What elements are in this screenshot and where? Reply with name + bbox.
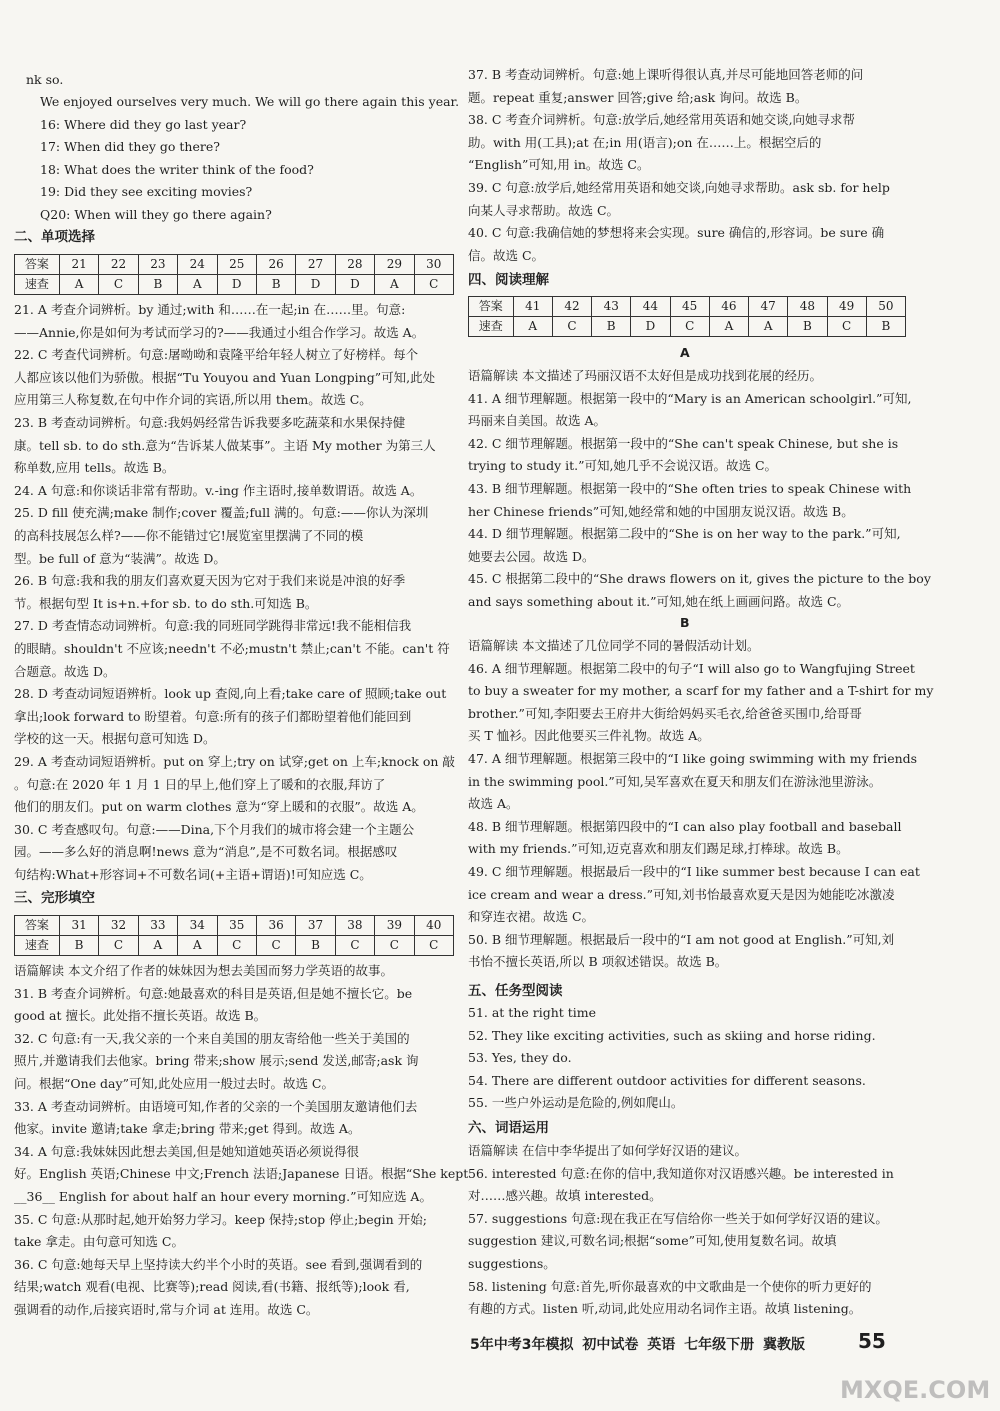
table-cell: 28 <box>335 255 374 275</box>
table-cell: 42 <box>552 297 591 317</box>
explanation-line: “English”可知,用 in。故选 C。 <box>468 157 650 173</box>
text-line: 19: Did they see exciting movies? <box>40 184 253 200</box>
table-cell: A <box>513 317 552 337</box>
table-cell: B <box>256 275 295 295</box>
explanation-line: 的眼睛。shouldn't 不应该;needn't 不必;mustn't 禁止;can't 不能。can't 符 <box>14 641 450 656</box>
explanation-line: __36__ English for about half an hour every morning.”可知应选 A。 <box>14 1189 432 1204</box>
explanation-line: suggestion 建议,可数名词;根据“some”可知,使用复数名词。故填 <box>468 1233 837 1249</box>
answer-table <box>14 254 454 295</box>
table-cell: 26 <box>256 255 295 275</box>
section-heading: 四、阅读理解 <box>468 272 549 288</box>
explanation-line: in the swimming pool.”可知,吴军喜欢在夏天和朋友们在游泳池里游泳。 <box>468 773 882 789</box>
table-cell: 43 <box>592 297 631 317</box>
text-line: nk so. <box>26 72 64 87</box>
explanation-line: 康。tell sb. to do sth.意为“告诉某人做某事”。主语 My mother 为第三人 <box>14 437 436 453</box>
explanation-line: 34. A 句意:我妹妹因此想去美国,但是她知道她英语必须说得很 <box>14 1143 360 1159</box>
table-cell: A <box>178 936 217 956</box>
explanation-line: 玛丽来自美国。故选 A。 <box>468 413 607 429</box>
table-cell: 23 <box>138 255 177 275</box>
text-line: 18: What does the writer think of the food? <box>40 161 314 177</box>
explanation-line: good at 擅长。此处指不擅长英语。故选 B。 <box>14 1008 267 1024</box>
answer-line: 53. Yes, they do. <box>468 1050 572 1066</box>
part-label: B <box>680 615 690 630</box>
table-cell: C <box>99 275 138 295</box>
explanation-line: 30. C 考查感叹句。句意:——Dina,下个月我们的城市将会建一个主题公 <box>14 821 415 837</box>
table-row <box>15 936 454 956</box>
table-header-cell: 答案 <box>15 255 60 275</box>
table-cell: 37 <box>296 916 335 936</box>
explanation-line: 43. B 细节理解题。根据第一段中的“She often tries to speak Chinese with <box>468 481 912 496</box>
table-cell: 27 <box>296 255 335 275</box>
explanation-line: 问。根据“One day”可知,此处应用一般过去时。故选 C。 <box>14 1076 334 1091</box>
section-heading: 三、完形填空 <box>14 890 95 906</box>
table-cell: 46 <box>709 297 748 317</box>
table-cell: B <box>866 317 905 337</box>
explanation-line: 助。with 用(工具);at 在;in 用(语言);on 在……上。根据空后的 <box>468 134 822 150</box>
table-header-cell: 速查 <box>469 317 514 337</box>
text-line: We enjoyed ourselves very much. We will go there again this year. <box>40 94 460 109</box>
table-cell: C <box>414 275 453 295</box>
table-header-cell: 速查 <box>15 275 60 295</box>
table-cell: 32 <box>99 916 138 936</box>
explanation-line: 和穿连衣裙。故选 C。 <box>468 909 595 925</box>
explanation-line: 句结构:What+形容词+不可数名词(+主语+谓语)!可知应选 C。 <box>14 867 372 882</box>
explanation-line: 强调看的动作,后接宾语时,常与介词 at 连用。故选 C。 <box>14 1302 319 1317</box>
table-cell: 30 <box>414 255 453 275</box>
table-cell: 25 <box>217 255 256 275</box>
answer-line: 54. There are different outdoor activities for different seasons. <box>468 1072 866 1088</box>
table-cell: 22 <box>99 255 138 275</box>
explanation-line: 49. C 细节理解题。根据最后一段中的“I like summer best because I can eat <box>468 864 920 879</box>
explanation-line: 32. C 句意:有一天,我父亲的一个来自美国的朋友寄给他一些关于美国的 <box>14 1030 410 1046</box>
text-line: 16: Where did they go last year? <box>40 116 247 132</box>
table-cell: B <box>296 936 335 956</box>
table-cell: C <box>552 317 591 337</box>
explanation-line: 21. A 考查介词辨析。by 通过;with 和……在一起;in 在……里。句意: <box>14 302 406 317</box>
table-cell: C <box>256 936 295 956</box>
explanation-line: 园。——多么好的消息啊!news 意为“消息”,是不可数名词。根据感叹 <box>14 844 398 860</box>
page-footer: 5年中考3年模拟 初中试卷 英语 七年级下册 冀教版 <box>470 1337 805 1353</box>
explanation-line: 40. C 句意:我确信她的梦想将来会实现。sure 确信的,形容词。be sure 确 <box>468 225 885 241</box>
table-cell: B <box>59 936 98 956</box>
explanation-line: ice cream and wear a dress.”可知,刘书怡最喜欢夏天是因为她能吃冰激凌 <box>468 886 895 902</box>
explanation-line: and says something about it.”可知,她在纸上画画问路。故选 C。 <box>468 594 850 609</box>
explanation-line: 41. A 细节理解题。根据第一段中的“Mary is an American schoolgirl.”可知, <box>468 390 912 406</box>
explanation-line: 语篇解读 在信中李华提出了如何学好汉语的建议。 <box>468 1143 747 1158</box>
explanation-line: 57. suggestions 句意:现在我正在写信给你一些关于如何学好汉语的建议。 <box>468 1210 888 1226</box>
table-row <box>469 297 906 317</box>
explanation-line: ——Annie,你是如何为考试而学习的?——我通过小组合作学习。故选 A。 <box>14 324 425 340</box>
table-cell: B <box>788 317 827 337</box>
explanation-line: 27. D 考查情态动词辨析。句意:我的同班同学跳得非常远!我不能相信我 <box>14 618 412 634</box>
explanation-line: 照片,并邀请我们去他家。bring 带来;show 展示;send 发送,邮寄;ask 询 <box>14 1053 419 1069</box>
table-cell: A <box>138 936 177 956</box>
table-cell: C <box>414 936 453 956</box>
section-heading: 二、单项选择 <box>14 229 95 245</box>
explanation-line: 买 T 恤衫。因此他要买三件礼物。故选 A。 <box>468 728 710 744</box>
explanation-line: trying to study it.”可知,她几乎不会说汉语。故选 C。 <box>468 458 778 474</box>
table-cell: 36 <box>256 916 295 936</box>
explanation-line: 节。根据句型 It is+n.+for sb. to do sth.可知选 B。 <box>14 595 318 611</box>
explanation-line: 42. C 细节理解题。根据第一段中的“She can't speak Chinese, but she is <box>468 435 899 451</box>
explanation-line: 56. interested 句意:在你的信中,我知道你对汉语感兴趣。be interested in <box>468 1165 894 1181</box>
explanation-line: suggestions。 <box>468 1256 556 1271</box>
table-row <box>15 275 454 295</box>
explanation-line: 37. B 考查动词辨析。句意:她上课听得很认真,并尽可能地回答老师的问 <box>468 67 864 82</box>
explanation-line: 31. B 考查介词辨析。句意:她最喜欢的科目是英语,但是她不擅长它。be <box>14 985 413 1001</box>
explanation-line: 合题意。故选 D。 <box>14 663 116 679</box>
explanation-line: 58. listening 句意:首先,听你最喜欢的中文歌曲是一个使你的听力更好的 <box>468 1278 872 1294</box>
table-cell: 35 <box>217 916 256 936</box>
explanation-line: with my friends.”可知,迈克喜欢和朋友们踢足球,打棒球。故选 B。 <box>468 841 849 857</box>
table-cell: 39 <box>375 916 414 936</box>
watermark-logo <box>830 1318 995 1408</box>
explanation-line: 人都应该以他们为骄傲。根据“Tu Youyou and Yuan Longping”可知,此处 <box>14 369 436 385</box>
answer-table <box>14 915 454 956</box>
explanation-line: 33. A 考查动词辨析。由语境可知,作者的父亲的一个美国朋友邀请他们去 <box>14 1098 418 1114</box>
table-cell: A <box>749 317 788 337</box>
explanation-line: 50. B 细节理解题。根据最后一段中的“I am not good at English.”可知,刘 <box>468 931 895 947</box>
table-cell: D <box>217 275 256 295</box>
explanation-line: 好。English 英语;Chinese 中文;French 法语;Japanese 日语。根据“She kept <box>14 1166 469 1182</box>
explanation-line: 应用第三人称复数,在句中作介词的宾语,所以用 them。故选 C。 <box>14 392 372 408</box>
table-cell: C <box>670 317 709 337</box>
table-cell: 47 <box>749 297 788 317</box>
explanation-line: to buy a sweater for my mother, a scarf for my father and a T-shirt for my <box>468 683 934 699</box>
table-cell: C <box>99 936 138 956</box>
text-line: 17: When did they go there? <box>40 139 220 155</box>
explanation-line: 学校的这一天。根据句意可知选 D。 <box>14 731 216 747</box>
explanation-line: 结果;watch 观看(电视、比赛等);read 阅读,看(书籍、报纸等);look 看, <box>14 1279 410 1295</box>
table-cell: 41 <box>513 297 552 317</box>
explanation-line: 有趣的方式。listen 听,动词,此处应用动名词作主语。故填 listening。 <box>468 1301 862 1317</box>
answer-line: 52. They like exciting activities, such as skiing and horse riding. <box>468 1027 876 1043</box>
table-cell: C <box>335 936 374 956</box>
explanation-line: 26. B 句意:我和我的朋友们喜欢夏天因为它对于我们来说是冲浪的好季 <box>14 573 406 589</box>
table-cell: A <box>709 317 748 337</box>
table-cell: 24 <box>178 255 217 275</box>
explanation-line: 39. C 句意:放学后,她经常用英语和她交谈,向她寻求帮助。ask sb. for help <box>468 180 890 195</box>
table-cell: D <box>631 317 670 337</box>
table-cell: A <box>59 275 98 295</box>
table-cell: B <box>138 275 177 295</box>
explanation-line: 48. B 细节理解题。根据第四段中的“I can also play football and baseball <box>468 818 902 834</box>
table-cell: D <box>335 275 374 295</box>
answer-line: 51. at the right time <box>468 1005 597 1020</box>
explanation-line: 语篇解读 本文介绍了作者的妹妹因为想去美国而努力学英语的故事。 <box>14 963 393 978</box>
table-cell: C <box>217 936 256 956</box>
table-cell: 34 <box>178 916 217 936</box>
explanation-line: 。句意:在 2020 年 1 月 1 日的早上,他们穿上了暖和的衣服,拜访了 <box>14 776 386 792</box>
explanation-line: 拿出;look forward to 盼望着。句意:所有的孩子们都盼望着他们能回到 <box>14 708 412 724</box>
part-label: A <box>680 345 690 360</box>
explanation-line: 45. C 根据第二段中的“She draws flowers on it, gives the picture to the boy <box>468 571 931 587</box>
explanation-line: 25. D fill 使充满;make 制作;cover 覆盖;full 满的。句意:——你认为深圳 <box>14 505 429 521</box>
answer-table <box>468 296 906 337</box>
explanation-line: 46. A 细节理解题。根据第二段中的句子“I will also go to Wangfujing Street <box>468 660 915 676</box>
explanation-line: 24. A 句意:和你谈话非常有帮助。v.-ing 作主语时,接单数谓语。故选 A。 <box>14 482 423 498</box>
explanation-line: 向某人寻求帮助。故选 C。 <box>468 202 620 218</box>
explanation-line: 题。repeat 重复;answer 回答;give 给;ask 询问。故选 B。 <box>468 89 808 105</box>
section-heading: 六、词语运用 <box>468 1120 549 1136</box>
table-cell: C <box>375 936 414 956</box>
table-cell: 48 <box>788 297 827 317</box>
explanation-line: her Chinese friends”可知,她经常和她的中国朋友说汉语。故选 B。 <box>468 503 854 519</box>
table-cell: D <box>296 275 335 295</box>
explanation-line: 他们的朋友们。put on warm clothes 意为“穿上暖和的衣服”。故选 A。 <box>14 799 424 815</box>
table-cell: B <box>592 317 631 337</box>
explanation-line: 故选 A。 <box>468 796 519 812</box>
explanation-line: 称单数,应用 tells。故选 B。 <box>14 460 175 476</box>
table-cell: 40 <box>414 916 453 936</box>
table-cell: 38 <box>335 916 374 936</box>
explanation-line: 信。故选 C。 <box>468 247 545 263</box>
table-cell: A <box>375 275 414 295</box>
answer-line: 55. 一些户外运动是危险的,例如爬山。 <box>468 1095 684 1111</box>
explanation-line: 47. A 细节理解题。根据第三段中的“I like going swimming with my friends <box>468 751 918 766</box>
explanation-line: 他家。invite 邀请;take 拿走;bring 带来;get 得到。故选 A。 <box>14 1121 361 1137</box>
explanation-line: 35. C 句意:从那时起,她开始努力学习。keep 保持;stop 停止;begin 开始; <box>14 1211 427 1227</box>
table-cell: 45 <box>670 297 709 317</box>
table-cell: 44 <box>631 297 670 317</box>
explanation-line: 型。be full of 意为“装满”。故选 D。 <box>14 550 226 566</box>
table-header-cell: 答案 <box>469 297 514 317</box>
explanation-line: take 拿走。由句意可知选 C。 <box>14 1234 184 1250</box>
explanation-line: 语篇解读 本文描述了玛丽汉语不太好但是成功找到花展的经历。 <box>468 368 822 383</box>
explanation-line: 44. D 细节理解题。根据第二段中的“She is on her way to the park.”可知, <box>468 526 901 542</box>
page-number: 55 <box>858 1329 886 1353</box>
table-cell: 21 <box>59 255 98 275</box>
table-cell: 31 <box>59 916 98 936</box>
table-header-cell: 速查 <box>15 936 60 956</box>
table-cell: A <box>178 275 217 295</box>
text-line: Q20: When will they go there again? <box>40 207 272 222</box>
table-cell: 49 <box>827 297 866 317</box>
table-row <box>15 255 454 275</box>
watermark-text: MXQE.COM <box>840 1376 991 1404</box>
explanation-line: brother.”可知,李阳要去王府井大街给妈妈买毛衣,给爸爸买围巾,给哥哥 <box>468 705 862 721</box>
explanation-line: 29. A 考查动词短语辨析。put on 穿上;try on 试穿;get on 上车;knock on 敲 <box>14 754 455 769</box>
explanation-line: 的高科技展怎么样?——你不能错过它!展览室里摆满了不同的模 <box>14 528 364 543</box>
explanation-line: 23. B 考查动词辨析。句意:我妈妈经常告诉我要多吃蔬菜和水果保持健 <box>14 415 406 430</box>
explanation-line: 书怡不擅长英语,所以 B 项叙述错误。故选 B。 <box>468 954 728 970</box>
explanation-line: 对……感兴趣。故填 interested。 <box>468 1188 662 1204</box>
table-cell: 33 <box>138 916 177 936</box>
section-heading: 五、任务型阅读 <box>468 983 563 999</box>
explanation-line: 语篇解读 本文描述了几位同学不同的暑假活动计划。 <box>468 638 760 653</box>
explanation-line: 28. D 考查动词短语辨析。look up 查阅,向上看;take care of 照顾;take out <box>14 686 447 702</box>
table-cell: C <box>827 317 866 337</box>
explanation-line: 36. C 句意:她每天早上坚持读大约半个小时的英语。see 看到,强调看到的 <box>14 1256 423 1272</box>
table-cell: 50 <box>866 297 905 317</box>
table-header-cell: 答案 <box>15 916 60 936</box>
table-row <box>469 317 906 337</box>
explanation-line: 38. C 考查介词辨析。句意:放学后,她经常用英语和她交谈,向她寻求帮 <box>468 112 856 128</box>
explanation-line: 22. C 考查代词辨析。句意:屠呦呦和袁隆平给年轻人树立了好榜样。每个 <box>14 347 419 363</box>
table-row <box>15 916 454 936</box>
table-cell: 29 <box>375 255 414 275</box>
explanation-line: 她要去公园。故选 D。 <box>468 548 595 564</box>
